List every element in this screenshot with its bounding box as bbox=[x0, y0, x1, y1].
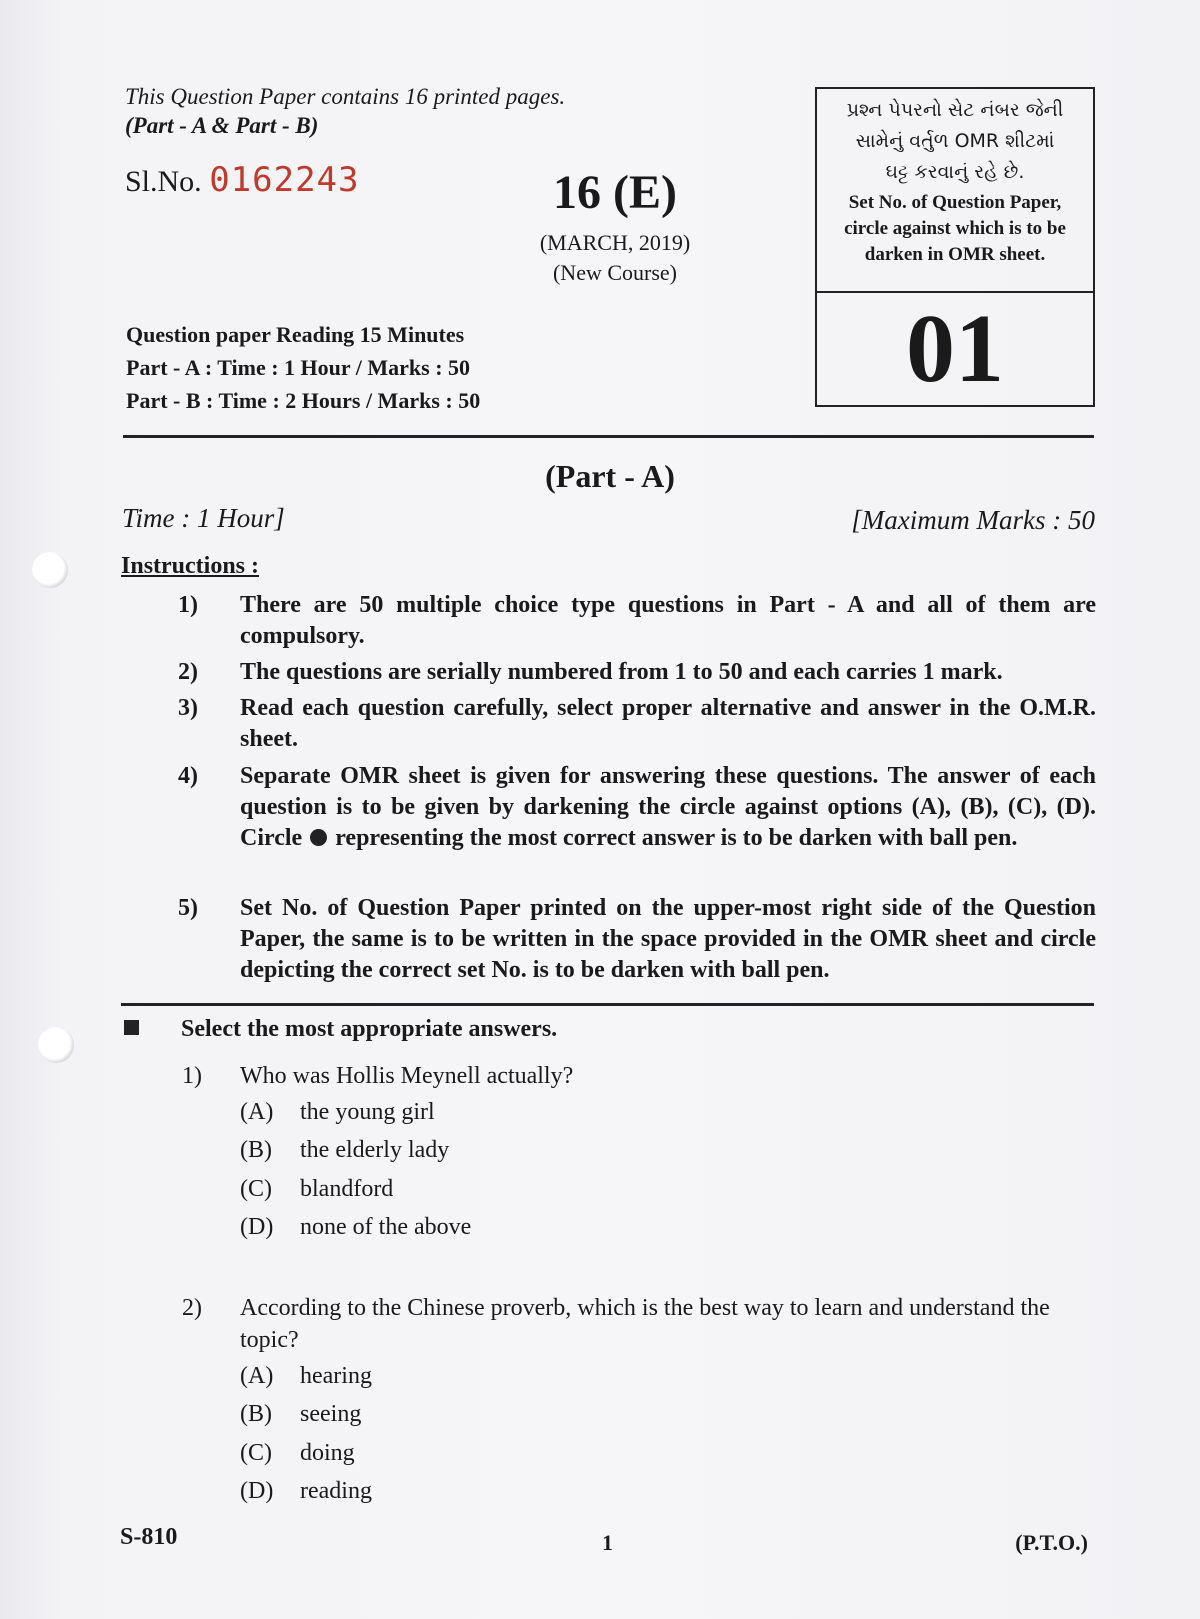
time-label: Time : 1 Hour] bbox=[122, 503, 285, 533]
instruction-number: 3) bbox=[178, 695, 198, 721]
option-text: doing bbox=[300, 1440, 355, 1466]
set-number: 01 bbox=[906, 295, 1004, 403]
english-line: circle against which is to be bbox=[844, 218, 1066, 239]
option bbox=[240, 1401, 361, 1428]
gujarati-line: સામેનું વર્તુળ OMR શીટમાં bbox=[855, 130, 1055, 152]
paper-code-footer: S-810 bbox=[120, 1524, 178, 1550]
exam-info bbox=[500, 228, 730, 288]
instruction-number: 5) bbox=[178, 895, 198, 921]
serial-number bbox=[125, 160, 359, 200]
instruction-item bbox=[178, 893, 1096, 986]
option-text: hearing bbox=[300, 1363, 372, 1389]
timing-block bbox=[126, 318, 480, 417]
option-text: the young girl bbox=[300, 1099, 435, 1125]
question-text: According to the Chinese proverb, which is the best way to learn and understand the topic? bbox=[240, 1295, 1050, 1353]
english-instruction bbox=[817, 190, 1093, 276]
select-heading-text: Select the most appropriate answers. bbox=[181, 1016, 558, 1042]
section-rule bbox=[123, 435, 1094, 438]
instructions-heading: Instructions : bbox=[121, 553, 260, 579]
section-rule bbox=[121, 1003, 1094, 1006]
instruction-text: Set No. of Question Paper printed on the upper-most right side of the Question Paper, the same is to be written in the space provided in the OMR sheet and circle depicting the correct set No. is to be darken with ball pen. bbox=[240, 895, 1096, 983]
option bbox=[240, 1363, 372, 1390]
set-number-box bbox=[815, 87, 1095, 407]
option-label: (B) bbox=[240, 1137, 272, 1163]
max-marks-label: [Maximum Marks : 50 bbox=[851, 505, 1095, 535]
option-text: none of the above bbox=[300, 1214, 472, 1240]
question-text: Who was Hollis Meynell actually? bbox=[240, 1063, 574, 1089]
option-label: (A) bbox=[240, 1099, 274, 1125]
instruction-item bbox=[178, 693, 1096, 755]
option-label: (C) bbox=[240, 1440, 272, 1466]
option bbox=[240, 1478, 372, 1505]
part-title: (Part - A) bbox=[545, 458, 675, 494]
option bbox=[240, 1214, 471, 1241]
instruction-number: 1) bbox=[178, 592, 198, 618]
paper-code: 16 (E) bbox=[553, 166, 677, 219]
option-text: the elderly lady bbox=[300, 1137, 450, 1163]
serial-value: 0162243 bbox=[209, 160, 360, 200]
option-text: seeing bbox=[300, 1401, 362, 1427]
option-label: (C) bbox=[240, 1176, 272, 1202]
instruction-text-part: representing the most correct answer is to be darken with ball pen. bbox=[335, 825, 1018, 851]
question-number: 2) bbox=[182, 1295, 202, 1321]
part-a-time: Part - A : Time : 1 Hour / Marks : 50 bbox=[126, 355, 471, 380]
pto-label: (P.T.O.) bbox=[1015, 1530, 1088, 1555]
pages-note: This Question Paper contains 16 printed pages. bbox=[125, 84, 566, 109]
instruction-number: 4) bbox=[178, 763, 198, 789]
gujarati-instruction bbox=[817, 89, 1093, 190]
parts-note: (Part - A & Part - B) bbox=[125, 113, 319, 138]
serial-label: Sl.No. bbox=[125, 165, 202, 198]
course-label: (New Course) bbox=[552, 260, 678, 285]
gujarati-line: પ્રશ્ન પેપરનો સેટ નંબર જેની bbox=[846, 99, 1064, 121]
option-label: (A) bbox=[240, 1363, 274, 1389]
instruction-text: There are 50 multiple choice type questions in Part - A and all of them are compulsory. bbox=[240, 592, 1096, 649]
option-text: reading bbox=[300, 1478, 372, 1504]
option-label: (D) bbox=[240, 1478, 274, 1504]
option bbox=[240, 1099, 435, 1126]
option-text: blandford bbox=[300, 1176, 394, 1202]
select-heading bbox=[124, 1016, 557, 1043]
option bbox=[240, 1137, 449, 1164]
english-line: darken in OMR sheet. bbox=[864, 244, 1046, 265]
instruction-text-part: Separate OMR sheet is given for answering these questions. The answer of each question is to be given by darkening the circle against options (A), (B), (C), (D). Circle bbox=[240, 763, 1096, 851]
reading-time: Question paper Reading 15 Minutes bbox=[126, 322, 465, 347]
instruction-item bbox=[178, 657, 1096, 688]
instruction-item bbox=[178, 761, 1096, 854]
question-2 bbox=[182, 1292, 1082, 1356]
instruction-text: The questions are serially numbered from 1 to 50 and each carries 1 mark. bbox=[240, 659, 1003, 685]
instruction-text: Read each question carefully, select proper alternative and answer in the O.M.R. sheet. bbox=[240, 695, 1096, 752]
option bbox=[240, 1440, 355, 1467]
part-b-time: Part - B : Time : 2 Hours / Marks : 50 bbox=[126, 388, 481, 413]
english-line: Set No. of Question Paper, bbox=[848, 192, 1062, 213]
option-label: (B) bbox=[240, 1401, 272, 1427]
exam-date: (MARCH, 2019) bbox=[539, 230, 691, 255]
instruction-number: 2) bbox=[178, 659, 198, 685]
filled-circle-icon bbox=[310, 829, 327, 846]
page-number: 1 bbox=[602, 1530, 613, 1555]
header-note bbox=[125, 82, 565, 140]
punch-hole-bottom bbox=[38, 1027, 74, 1063]
instruction-text bbox=[240, 761, 1096, 854]
option bbox=[240, 1176, 393, 1203]
punch-hole-top bbox=[32, 552, 68, 588]
square-bullet-icon bbox=[124, 1020, 139, 1035]
question-number: 1) bbox=[182, 1063, 202, 1089]
question-1 bbox=[182, 1060, 1082, 1092]
instruction-item bbox=[178, 590, 1096, 652]
option-label: (D) bbox=[240, 1214, 274, 1240]
gujarati-line: ઘટ્ટ કરવાનું રહે છે. bbox=[885, 161, 1025, 183]
